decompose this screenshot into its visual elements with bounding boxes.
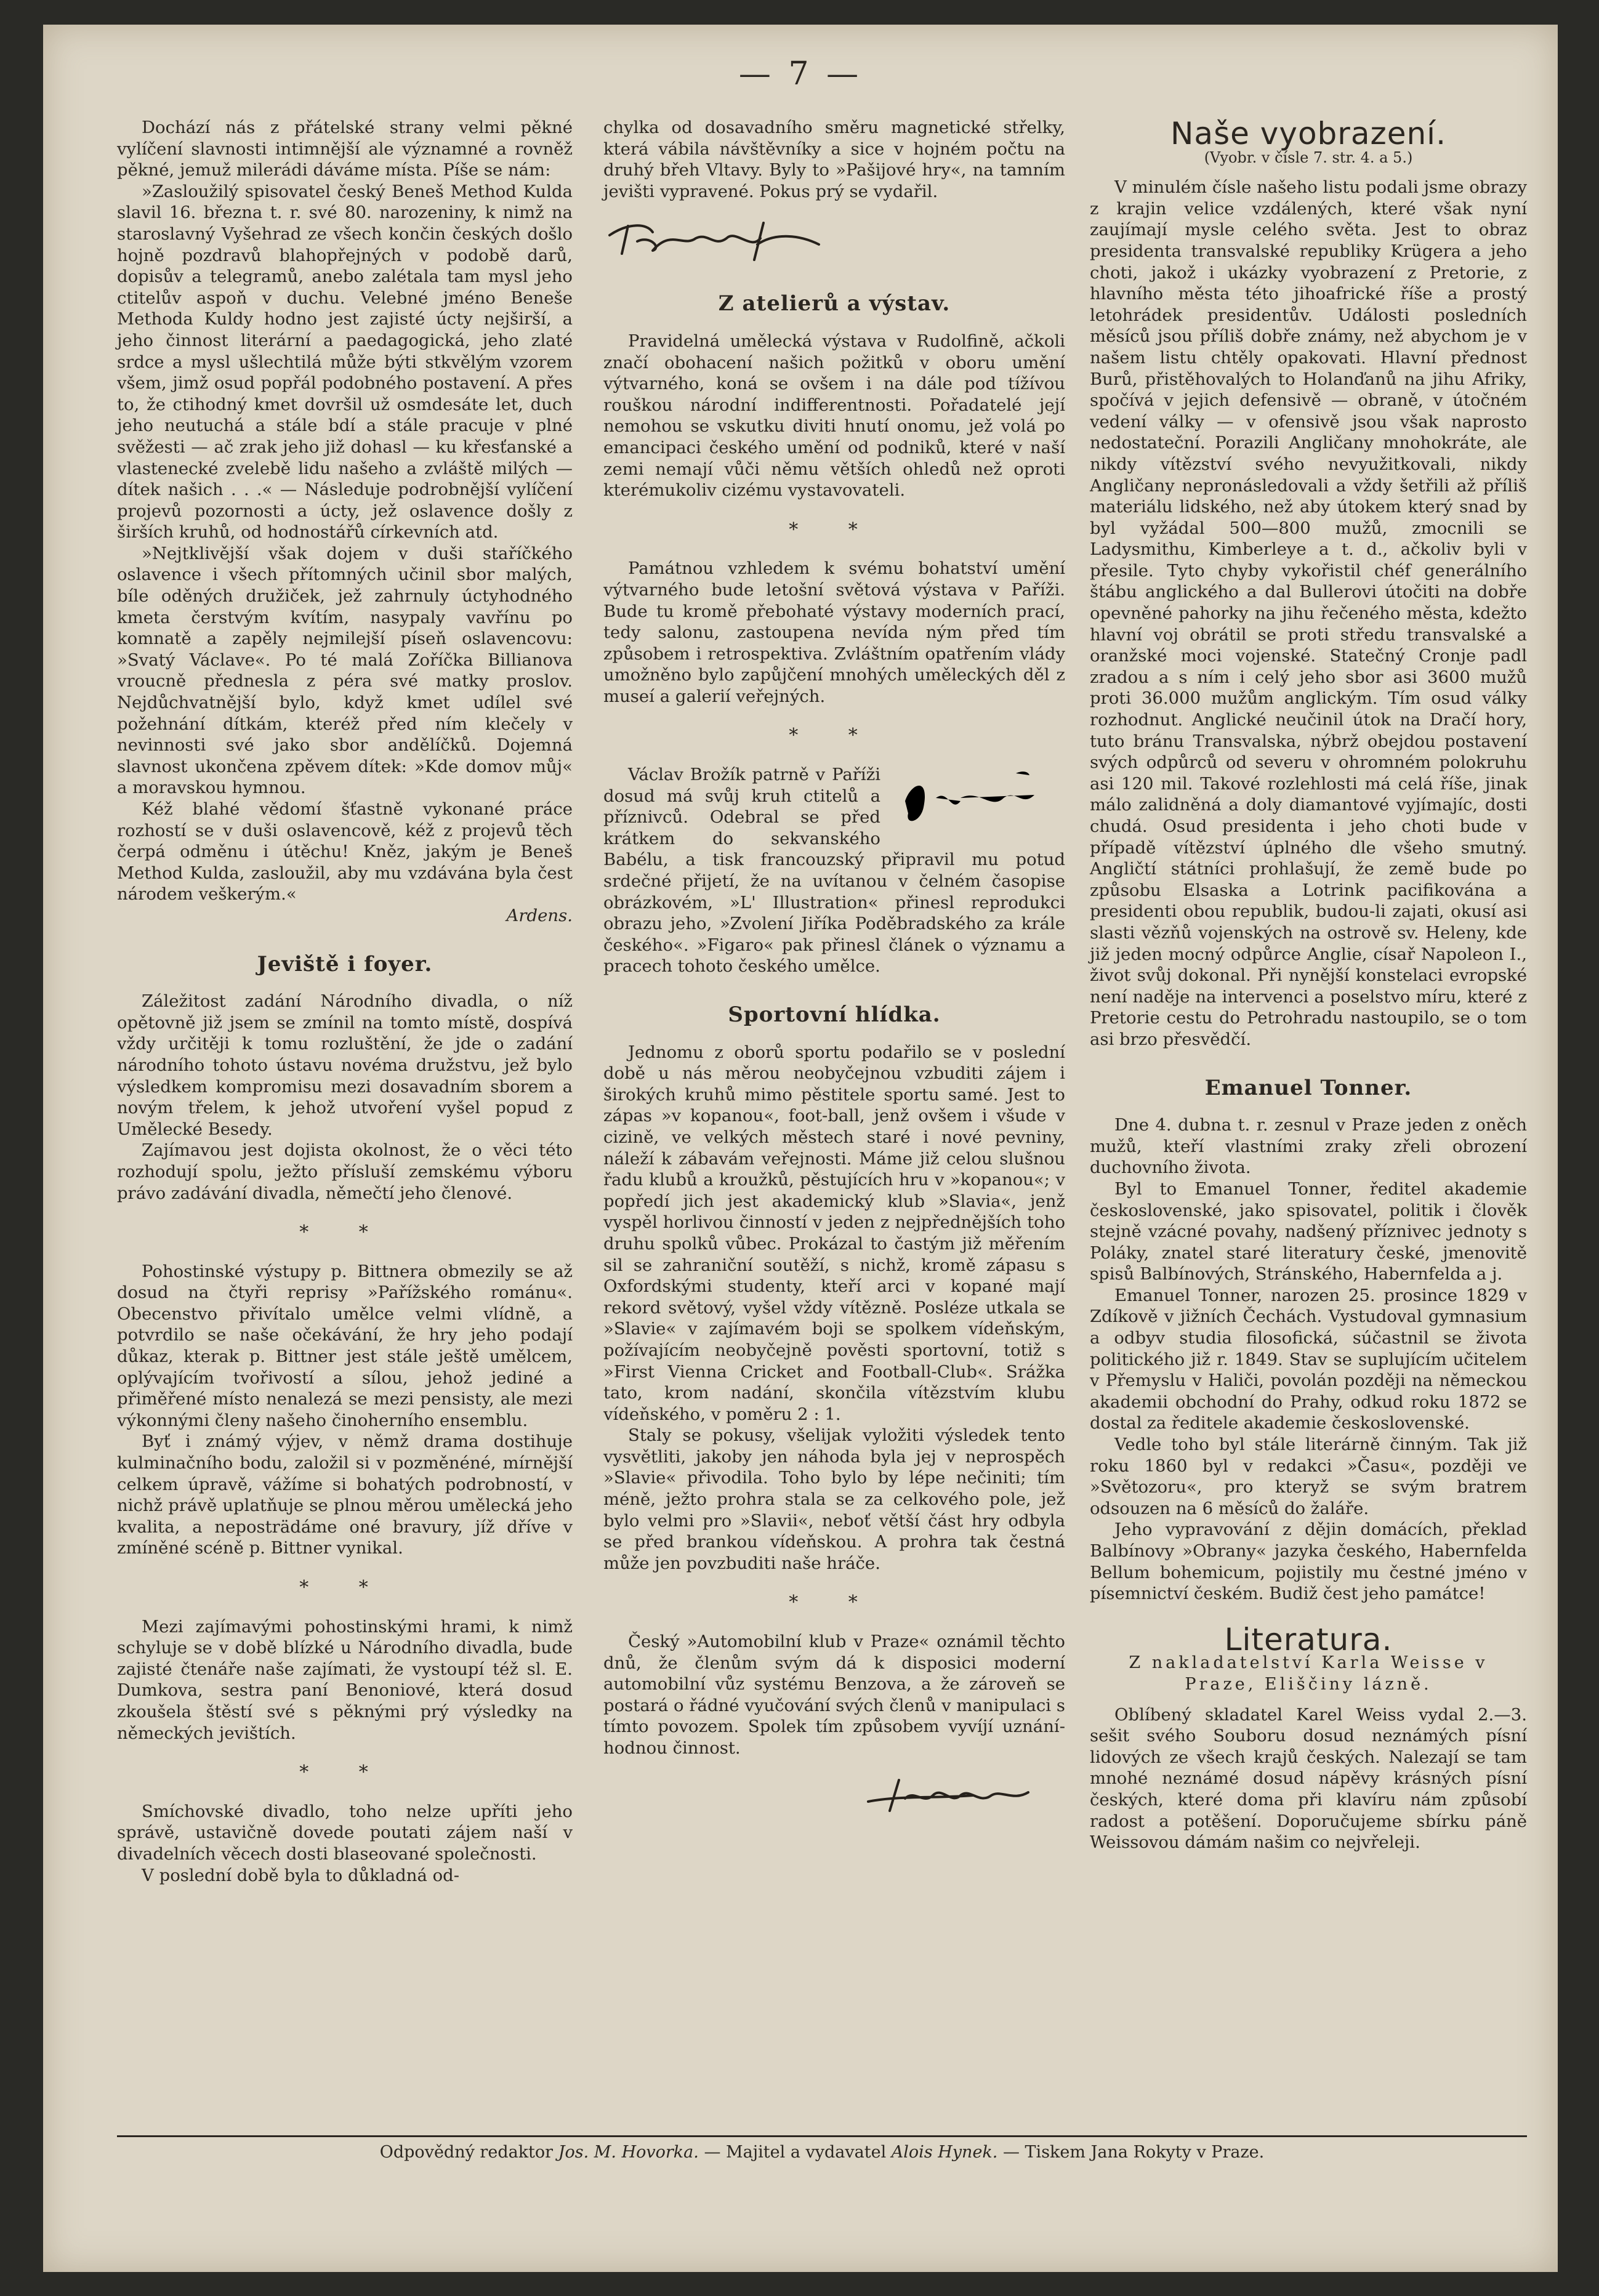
tonner-paragraph-4: Vedle toho byl stále literárně činným. Tak již roku 1860 byl v redakci »Času«, později ve »Světozoru«, pro kteryž se svým bratrem odsouzen na 6 měsíců do žaláře. [1090,1435,1527,1518]
signature-kazimir [603,211,825,266]
jeviste-paragraph-4: Byť i známý výjev, v němž drama dostihuje kulminačního bodu, založil si v pozměnéné, mírnější celkem úpravě, vážíme si bohatých podrobností, v nichž právě uplatňuje se plnou měrou umělecká jeho kvalita, a neposträdáme oné bravury, jíž dříve v zmíněné scéně p. Bittner vynikal. [117,1432,573,1558]
footer-majitel-label: — Majitel a vydavatel [704,2143,887,2162]
section-title-jeviste: Jeviště i foyer. [257,951,433,977]
section-title-tonner: Emanuel Tonner. [1204,1075,1412,1100]
footer-imprint [117,2143,1527,2162]
section-title-vyobrazeni: Naše vyobrazení. [1170,116,1446,151]
footer-majitel: Alois Hynek. [891,2143,998,2162]
intro-author: Ardens. [506,905,573,925]
section-separator: * * [789,518,880,541]
intro-paragraph-1: Dochází nás z přátelské strany velmi pěkné vylíčení slavnosti intimnější ale významné a rovněž pěkné, jemuž milerádi dáváme místa. Píše se nám: [117,118,573,180]
section-separator: * * [789,1592,880,1614]
jeviste-paragraph-3: Pohostinské výstupy p. Bittnera obmezily se až dosud na čtyři reprisy »Pařížského románu«. Obecenstvo přivítalo umělce velmi vlídně, a potvrdilo se naše očekávání, že hry jeho podají důkaz, kterak p. Bittner jest stále ještě umělcem, oplývajícím tvořivostí a sílou, jehož jediné a přiměřené místo nenalezá se mezi pensisty, ale mezi výkonnými členy našeho činoherního ensemblu. [117,1261,573,1430]
column-middle [603,117,1065,1823]
section-separator: * * [299,1222,390,1244]
section-separator: * * [789,725,880,747]
vyobrazeni-subnote: (Vyobr. v čísle 7. str. 4. a 5.) [1204,148,1413,166]
intro-paragraph-2: »Zasloužilý spisovatel český Beneš Method Kulda slavil 16. března t. r. své 80. narozeniny, k nimž na staroslavný Vyšehrad ze všech končin českých došlo hojně pozdravů blahopřejných v podobě darů, dopisův a telegramů, anebo zalétala tam mysl jeho ctitelův aspoň v duchu. Velebné jméno Beneše Methoda Kuldy hodno jest zajisté úcty nejširší, a jeho činnost literární a paedagogická, jeho zlaté srdce a mysl ušlechtilá může býti stkvělým vzorem všem, jimž osud popřál podobného postavení. A přes to, že ctihodný kmet dovršil už osmdesáte let, duch jeho neutuchá a stále bdí a stále pracuje v plné svěžesti — ač zrak jeho již dohasl — ku křesťanské a vlastenecké zvelebě lidu našeho a zvláště milých — dítek našich . . .« — Následuje podrobnější vylíčení projevů pozornosti a úcty, jež oslavence došly z širších kruhů, od hodnostářů církevních atd. [117,181,573,542]
jeviste-paragraph-6: Smíchovské divadlo, toho nelze upříti jeho správě, ustavičně dovede poutati zájem naší v divadelních věcech dosti blaseované společnosti. [117,1801,573,1864]
tonner-paragraph-5: Jeho vypravování z dějin domácích, překlad Balbínovy »Obrany« jazyka českého, Habernfelda Bellum bohemicum, pojistily mu čestné jméno v písemnictví českém. Budiž čest jeho památce! [1090,1520,1527,1604]
jeviste-paragraph-5: Mezi zajímavými pohostinskými hrami, k nimž schyluje se v době blízké u Národního divadla, bude zajisté čtenáře naše zajímati, že vystoupí též sl. E. Dumkova, sestra paní Benoniové, která dosud zkoušela štěstí své s pěknými prý výsledky na německých jevištích. [117,1616,573,1743]
jeviste-paragraph-7: V poslední době byla to důkladná od- [142,1865,460,1885]
continued-paragraph: chylka od dosavadního směru magnetické střelky, která vábila návštěvníky a sice v hojném počtu na druhý břeh Vltavy. Byly to »Pašijové hry«, na tamním jevišti vypravené. Pokus prý se vydařil. [603,118,1065,201]
tonner-paragraph-2: Byl to Emanuel Tonner, ředitel akademie československé, jako spisovatel, politik i člověk stejně vzácné povahy, nadšený příznivec jednoty s Poláky, znatel staré literatury české, jmenovitě spisů Balbínových, Stránského, Habernfelda a j. [1090,1178,1527,1284]
footer-tisk: — Tiskem Jana Rokyty v Praze. [1002,2143,1265,2162]
section-title-atelier: Z atelierů a výstav. [718,291,951,316]
section-separator: * * [299,1762,390,1784]
jeviste-paragraph-1: Záležitost zadání Národního divadla, o níž opětovně již jsem se zmínil na tomto místě, dospívá vždy určitěji k tomu rozluštění, že jde o zadání národního tohoto ústavu novéma družstvu, jež bylo výsledkem kompromisu mezi dosavadním sborem a novým třelem, k jehož utvoření vyšel popud z Umělecké Besedy. [117,991,573,1139]
atelier-paragraph-1: Pravidelná umělecká výstava v Rudolfině, ačkoli značí obohacení našich požitků v oboru umění výtvarného, koná se ovšem i na dále pod tížívou rouškou národní indifferentnosti. Pořadatelé její nemohou se vskutku diviti hnutí onomu, jež volá po emancipaci českého umění od podniků, které v naší zemi nemají vůči němu větších ohledů než oproti kterémukoliv cizému vystavovateli. [603,331,1065,501]
atelier-paragraph-3: Václav Brožík patrně v Paříži dosud má svůj kruh ctitelů a příznivců. Odebral se před krátkem do sekvanského Babélu, a tisk francouzský připravil mu potud srdečné přijetí, že na uvítanou v čelném časopise obrázkovém, »L' Illustration« přinesl reprodukci obrazu jeho, »Zvolení Jiříka Poděbradského za krále českého«. »Figaro« pak přinesl článek o významu a pracech tohoto českého umělce. [603,765,1065,977]
section-separator: * * [299,1577,390,1598]
footer-redaktor: Jos. M. Hovorka. [558,2143,699,2162]
signature-amater [862,1768,1034,1817]
tonner-paragraph-1: Dne 4. dubna t. r. zesnul v Praze jeden z oněch mužů, kteří vlastními zraky zřeli obrození duchovního života. [1090,1115,1527,1178]
intro-paragraph-4: Kéž blahé vědomí šťastně vykonané práce rozhostí se v duši oslavencově, kéž z projevů těch čerpá odměnu i útěchu! Kněz, jakým je Beneš Method Kulda, zasloužil, aby mu vzdávána byla čest národem veškerým.« [117,799,573,904]
column-right [1090,117,1527,1853]
section-title-literatura: Literatura. [1224,1621,1393,1658]
vyobrazeni-paragraph: V minulém čísle našeho listu podali jsme obrazy z krajin velice vzdálených, které však nyní zaujímají mysle celého světa. Jest to obraz presidenta transvalské republiky Krügera a jeho choti, jakož i ukázky vyobrazení z Pretorie, z hlavního města této jihoafrické říše a prostý letohrádek presidentův. Události posledních měsíců jsou příliš dobře známy, než abychom je v našem listu chtěly opakovati. Hlavní přednost Burů, přistěhovalých to Holanďanů na jihu Afriky, spočívá v jejich defensivě — obraně, v útočném vedení války — v ofensivě jsou však naprosto nedostateční. Porazili Angličany mnohokráte, ale nikdy vítězství svého nevyužitkovali, nikdy Angličany nepronásledovali a vždy šetřili až příliš materiálu lidského, než aby útokem který snad by byl vyžádal 500—800 mužů, zmocnili se Ladysmithu, Kimberleye a t. d., ačkoliv byli v přesile. Tyto chyby vykořistil chéf generálního štábu anglického a dal Bullerovi útočiti na dobře opevněné pahorky na jihu řečeného města, kdežto hlavní voj obrátil se proti středu transvalské a oranžské moci vojenské. Statečný Cronje padl zradou a s ním i celý jeho sbor asi 3600 mužů proti 36.000 mužům anglickým. Tím osud války rozhodnut. Anglické neučinil útok na Dračí hory, tuto bránu Transvalska, nýbrž obejdou postavení svých odpůrců od severu v ohromném polokruhu asi 120 mil. Takové rozlehlosti má celá říše, jinak málo zalidněná a doly diamantové vyjímajíc, dosti chudá. Osud presidenta i jeho choti bude v případě vítězství úplného dle všeho smutný. Angličtí státníci prohlašují, že země bude po způsobu Elsaska a Lotrink pacifikována a presidenti obou republik, budou-li zajati, okusí asi slasti vězňů vojenských na ostrově sv. Heleny, kde již jeden mocný odpůrce Anglie, císař Napoleon I., život svůj dokonal. Při nynější konstelaci evropské není naděje na intervenci a poselstvo míru, které z Pretorie cestu do Petrohradu nastoupilo, se o tom asi brzo přesvědčí. [1090,177,1527,1049]
jeviste-paragraph-2: Zajímavou jest dojista okolnost, že o věci této rozhodují spolu, ježto přísluší zemskému výboru právo zadávání divadla, němečtí jeho členové. [117,1140,573,1203]
column-left [117,117,573,1886]
footer-redaktor-label: Odpovědný redaktor [379,2143,554,2162]
footer-divider [117,2135,1527,2137]
page-number: — 7 — [738,55,863,92]
signature-brozik [893,764,1065,832]
literatura-paragraph: Oblíbený skladatel Karel Weiss vydal 2.—3. sešit svého Souboru dosud neznámých písní lidových ze všech krajů českých. Nalezají se tam mnohé neznámé dosud nápěvy krásných písní českých, které doma při klavíru nám způsobí radost a potěšení. Doporučujeme sbírku páně Weissovou dámám našim co nejvřeleji. [1090,1704,1527,1853]
section-title-sport: Sportovní hlídka. [728,1002,941,1027]
newspaper-page [43,25,1558,2272]
tonner-paragraph-3: Emanuel Tonner, narozen 25. prosince 1829 v Zdíkově v jižních Čechách. Vystudoval gymnasium a odbyv studia filosofická, súčastnil se života politického již r. 1849. Stav se suplujícím učitelem v Přemyslu v Haliči, povolán později na německou akademii obchodní do Prahy, odkud roku 1872 se dostal za ředitele akademie československé. [1090,1285,1527,1433]
sport-paragraph-1: Jednomu z oborů sportu podařilo se v poslední době u nás měrou neobyčejnou vzbuditi zájem i širokých kruhů mimo pěstitele sportu samé. Jest to zápas »v kopanou«, foot-ball, jenž ovšem i všude v cizině, ve velkých městech staré i nové pevniny, náleží k zábavám veřejnosti. Máme již celou slušnou řadu klubů a kroužků, pěstujících hru v »kopanou«; v popředí jich jest akademický klub »Slavia«, jenž vyspěl horlivou činností v jeden z nejpřednějších toho druhu spolků vůbec. Prokázal to častým již měřením sil se zahraniční soutěží, s nichž, kromě zápasu s Oxfordskými studenty, kteří arci v kopané mají rekord světový, vyšel vždy vítězně. Posléze utkala se »Slavie« v zajímavém boji se spolkem vídeňským, požívajícím neobyčejně pověsti sportovní, totiž s »First Vienna Cricket and Football-Club«. Srážka tato, krom nadání, skončila vítězstvím klubu vídeňského, v poměru 2 : 1. [603,1042,1065,1424]
sport-paragraph-3: Český »Automobilní klub v Praze« oznámil těchto dnů, že členům svým dá k disposici moderní automobilní vůz systému Benzova, a že zároveň se postará o řádné vyučování svých členů v manipulaci s tímto povozem. Spolek tím způsobem vyvíjí uznáníhodnou činnost. [603,1632,1065,1758]
intro-paragraph-3: »Nejtklivější však dojem v duši staříčkého oslavence i všech přítomných učinil sbor malých, bíle oděných družiček, jež zahrnuly úctyhodného kmeta čerstvým kvítím, nasypaly vavřínu po komnatě a zapěly nejmilejší píseň oslavencovu: »Svatý Václave«. Po té malá Zoříčka Billianova vroucně přednesla z péra své matky proslov. Nejdůchvatnější bylo, když kmet udílel své požehnání dítkám, kteréž před ním klečely v nevinnosti své jako sbor andělíčků. Dojemná slavnost ukončena zpěvem dítek: »Kde domov můj« a moravskou hymnou. [117,543,573,798]
sport-paragraph-2: Staly se pokusy, všelijak vyložiti výsledek tento vysvětliti, jakoby jen náhoda byla jej v neprospěch »Slavie« přivodila. Toho bylo by lépe nečiniti; tím méně, ježto prohra stala se za celkového pole, jež bylo velmi pro »Slavii«, neboť větší část hry odbyla se před brankou vídeňskou. A prohra tak čestná může jen povzbuditi naše hráče. [603,1425,1065,1573]
atelier-paragraph-2: Památnou vzhledem k svému bohatství umění výtvarného bude letošní světová výstava v Paříži. Bude tu kromě přebohaté výstavy moderních prací, tedy salonu, zastoupena nevída ným před tím způsobem i retrospektiva. Zvláštním opatřením vlády umožněno bylo zapůjčení mnohých uměleckých děl z museí a galerií veřejných. [603,558,1065,706]
literatura-publisher: Z nakladatelství Karla Weisse v Praze, Eliščiny lázně. [1129,1653,1488,1694]
